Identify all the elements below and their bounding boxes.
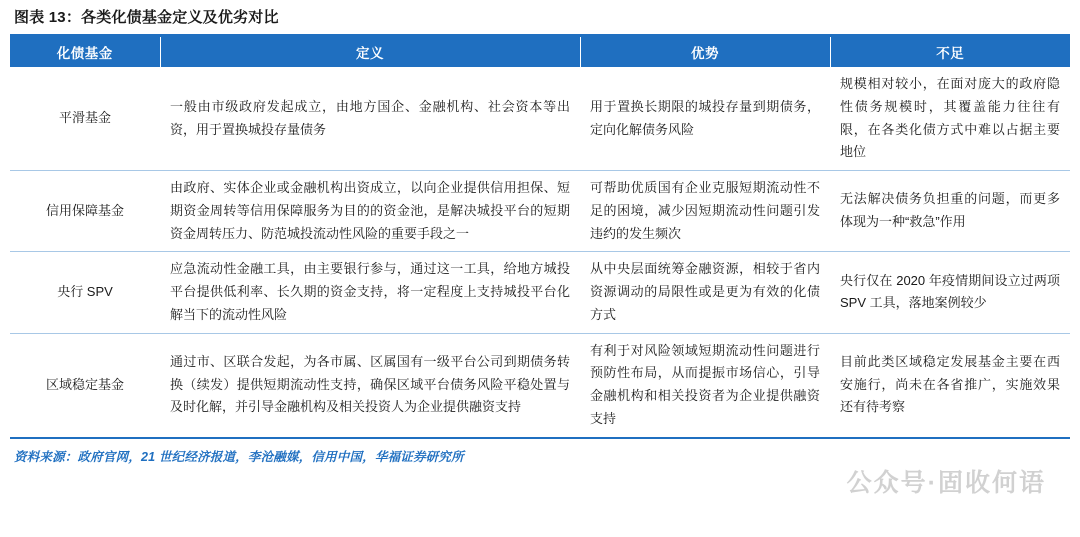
cell-definition: 由政府、实体企业或金融机构出资成立，以向企业提供信用担保、短期资金周转等信用保障服务为目的的资金池，是解决城投平台的短期资金周转压力、防范城投流动性风险的重要手段之一 <box>160 171 580 252</box>
cell-disadvantage: 目前此类区域稳定发展基金主要在西安施行，尚未在各省推广，实施效果还有待考察 <box>840 353 1060 415</box>
figure-title: 图表 13：各类化债基金定义及优劣对比 <box>14 9 279 26</box>
cell-definition: 通过市、区联合发起，为各市属、区属国有一级平台公司到期债务转换（续发）提供短期流动性支持，确保区域平台债务风险平稳处置与及时化解，并引导金融机构及相关投资人为企业提供融资支持 <box>170 353 570 415</box>
header-cell-advantage: 优势 <box>580 37 830 67</box>
cell-disadvantage: 规模相对较小，在面对庞大的政府隐性债务规模时，其覆盖能力往往有限，在各类化债方式中难以占据主要地位 <box>830 67 1070 171</box>
source-note: 资料来源：政府官网，21 世纪经济报道，李沧融媒，信用中国，华福证券研究所 <box>14 449 464 464</box>
header-cell-disadvantage: 不足 <box>830 37 1070 67</box>
cell-disadvantage: 央行仅在 2020 年疫情期间设立过两项 SPV 工具，落地案例较少 <box>830 252 1070 333</box>
cell-fund-name: 平滑基金 <box>10 67 160 171</box>
cell-fund-name: 央行 SPV <box>10 252 160 333</box>
cell-disadvantage: 无法解决债务负担重的问题，而更多体现为一种“救急”作用 <box>830 171 1070 252</box>
cell-advantage: 从中央层面统筹金融资源，相较于省内资源调动的局限性或是更为有效的化债方式 <box>580 252 830 333</box>
table-row <box>10 67 1070 171</box>
cell-definition: 应急流动性金融工具，由主要银行参与，通过这一工具，给地方城投平台提供低利率、长久期的资金支持，将一定程度上支持城投平台化解当下的流动性风险 <box>160 252 580 333</box>
header-row <box>10 37 1070 67</box>
table-header <box>10 37 1070 67</box>
header-cell-definition: 定义 <box>160 37 580 67</box>
table-body <box>10 67 1070 437</box>
cell-fund-name: 信用保障基金 <box>10 171 160 252</box>
cell-advantage: 用于置换长期限的城投存量到期债务，定向化解债务风险 <box>580 67 830 171</box>
table-row <box>10 252 1070 333</box>
cell-advantage: 有利于对风险领域短期流动性问题进行预防性布局，从而提振市场信心，引导金融机构和相关投资者为企业提供融资支持 <box>590 342 820 426</box>
table-row <box>10 333 1070 437</box>
cell-fund-name: 区域稳定基金 <box>45 376 124 392</box>
watermark-text: 公众号·固收何语 <box>846 469 1046 497</box>
header-cell-fund: 化债基金 <box>10 37 160 67</box>
watermark <box>847 463 1046 499</box>
cell-definition: 一般由市级政府发起成立，由地方国企、金融机构、社会资本等出资，用于置换城投存量债务 <box>160 67 580 171</box>
table-row <box>10 171 1070 252</box>
cell-advantage: 可帮助优质国有企业克服短期流动性不足的困境，减少因短期流动性问题引发违约的发生频次 <box>580 171 830 252</box>
comparison-table <box>10 37 1070 437</box>
